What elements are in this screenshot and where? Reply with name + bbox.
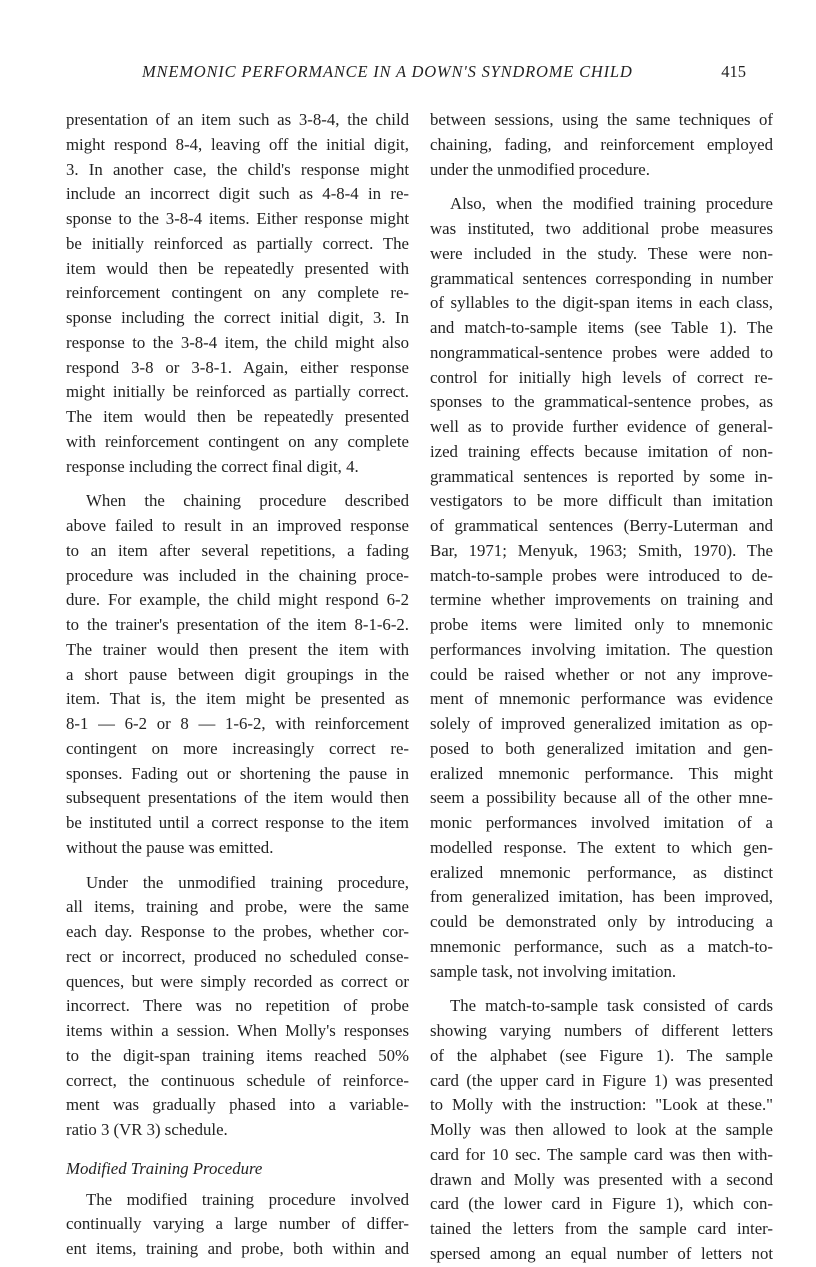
text-line: mnemonic performance, such as a match-to- <box>430 936 773 956</box>
text-line: without the pause was emitted. <box>66 837 274 857</box>
text-line: drawn and Molly was presented with a second <box>430 1169 773 1189</box>
text-line: well as to provide further evidence of general- <box>430 417 773 436</box>
text-line: include an incorrect digit such as 4-8-4 in re- <box>66 184 409 204</box>
page-header <box>66 62 746 86</box>
text-line: response to the 3-8-4 item, the child might also <box>66 332 409 352</box>
text-line: each day. Response to the probes, whether cor- <box>66 922 409 941</box>
text-line: be instituted until a correct response to the item <box>66 813 409 832</box>
text-line: to the digit-span training items reached 50% <box>66 1045 409 1065</box>
text-line: showing varying numbers of different letters <box>430 1021 773 1040</box>
text-line: to an item after several repetitions, a fading <box>66 540 409 560</box>
text-line: all items, training and probe, were the same <box>66 897 409 917</box>
paragraph <box>66 1188 409 1262</box>
text-line: sponses to the grammatical-sentence probes, as <box>430 392 773 412</box>
text-line: a short pause between digit groupings in the <box>66 664 409 684</box>
text-line: chaining, fading, and reinforcement employed <box>430 134 773 154</box>
right-column <box>430 108 773 1267</box>
text-line: tained the letters from the sample card inter- <box>430 1219 773 1238</box>
text-line: respond 3-8 or 3-8-1. Again, either response <box>66 357 409 377</box>
text-line: between sessions, using the same techniques of <box>430 110 773 129</box>
text-line: termine whether improvements on training and <box>430 590 773 610</box>
text-line: The modified training procedure involved <box>86 1189 409 1209</box>
text-line: posed to both generalized imitation and gen- <box>430 738 773 758</box>
text-line: vestigators to be more difficult than imitation <box>430 491 773 511</box>
running-title: MNEMONIC PERFORMANCE IN A DOWN'S SYNDROME CHILD <box>142 62 633 81</box>
text-line: The item would then be repeatedly presented <box>66 407 409 426</box>
text-line: and match-to-sample items (see Table 1). The <box>430 318 773 337</box>
text-line: dure. For example, the child might respond 6-2 <box>66 590 409 610</box>
text-line: of grammatical sentences (Berry-Luterman and <box>430 516 773 535</box>
text-line: ment of mnemonic performance was evidence <box>430 689 773 709</box>
paragraph <box>430 108 773 182</box>
text-line: eralized mnemonic performance. This might <box>430 763 773 783</box>
text-line: to the trainer's presentation of the item 8-1-6-2. <box>66 615 409 634</box>
text-line: eralized mnemonic performance, as distinct <box>430 862 773 882</box>
text-line: of the alphabet (see Figure 1). The sample <box>430 1045 773 1065</box>
paragraph <box>66 871 409 1143</box>
text-line: Bar, 1971; Menyuk, 1963; Smith, 1970). The <box>430 540 773 560</box>
text-line: 3. In another case, the child's response might <box>66 159 409 179</box>
text-line: Also, when the modified training procedure <box>450 194 773 214</box>
left-column <box>66 108 409 1262</box>
text-line: sponses. Fading out or shortening the pause in <box>66 763 409 783</box>
text-line: presentation of an item such as 3-8-4, the child <box>66 110 409 129</box>
text-line: card (the lower card in Figure 1), which con- <box>430 1194 773 1214</box>
text-line: incorrect. There was no repetition of probe <box>66 996 409 1016</box>
text-line: grammatical sentences is reported by some in- <box>430 466 773 486</box>
text-line: control for initially high levels of correct re- <box>430 367 773 387</box>
text-line: might respond 8-4, leaving off the initial digit, <box>66 134 409 154</box>
text-line: contingent on more increasingly correct re- <box>66 738 409 758</box>
text-line: sponse to the 3-8-4 items. Either response might <box>66 209 409 228</box>
text-line: Under the unmodified training procedure, <box>86 872 409 892</box>
text-line: monic performances involved imitation of a <box>430 813 773 832</box>
page-number: 415 <box>721 62 746 81</box>
text-line: item would then be repeatedly presented with <box>66 258 409 278</box>
text-line: performances involving imitation. The question <box>430 639 773 659</box>
text-line: 8-1 — 6-2 or 8 — 1-6-2, with reinforcement <box>66 714 409 733</box>
text-line: item. That is, the item might be presented as <box>66 689 409 709</box>
text-line: was instituted, two additional probe measures <box>430 219 773 238</box>
text-line: ized training effects because imitation of non- <box>430 441 773 461</box>
text-line: Molly was then allowed to look at the sample <box>430 1120 773 1139</box>
text-line: The trainer would then present the item with <box>66 639 409 659</box>
text-line: procedure was included in the chaining proce- <box>66 565 409 585</box>
text-line: solely of improved generalized imitation as op- <box>430 714 773 733</box>
text-line: card (the upper card in Figure 1) was presented <box>430 1070 773 1090</box>
text-line: card for 10 sec. The sample card was then with- <box>430 1144 773 1164</box>
paragraph <box>430 994 773 1266</box>
paragraph <box>430 192 773 984</box>
text-line: items within a session. When Molly's responses <box>66 1021 409 1040</box>
text-line: could be raised whether or not any improve- <box>430 664 773 684</box>
text-line: modelled response. The extent to which gen- <box>430 837 773 857</box>
text-line: sample task, not involving imitation. <box>430 961 677 981</box>
text-line: When the chaining procedure described <box>86 491 409 511</box>
text-line: to Molly with the instruction: "Look at these." <box>430 1095 773 1115</box>
text-line: quences, but were simply recorded as correct or <box>66 971 409 991</box>
text-line: nongrammatical-sentence probes were added to <box>430 342 773 362</box>
text-line: seem a possibility because all of the other mne- <box>430 788 773 808</box>
text-line: The match-to-sample task consisted of cards <box>450 996 773 1016</box>
text-line: subsequent presentations of the item would then <box>66 788 409 808</box>
text-line: probe items were limited only to mnemonic <box>430 615 773 634</box>
text-line: continually varying a large number of differ- <box>66 1214 409 1234</box>
text-line: of syllables to the digit-span items in each class, <box>430 293 773 313</box>
text-line: be initially reinforced as partially correct. The <box>66 233 409 253</box>
text-line: correct, the continuous schedule of reinforce- <box>66 1070 409 1090</box>
text-line: from generalized imitation, has been improved, <box>430 887 773 907</box>
text-line: might initially be reinforced as partially correct. <box>66 382 409 402</box>
paragraph <box>66 108 409 479</box>
text-line: ent items, training and probe, both within and <box>66 1239 409 1258</box>
text-line: sponse including the correct initial digit, 3. In <box>66 308 409 327</box>
text-line: reinforcement contingent on any complete re- <box>66 283 409 303</box>
text-line: with reinforcement contingent on any complete <box>66 431 409 451</box>
text-line: grammatical sentences corresponding in number <box>430 268 773 288</box>
text-line: ment was gradually phased into a variable- <box>66 1095 409 1115</box>
text-line: could be demonstrated only by introducing a <box>430 912 773 931</box>
text-line: match-to-sample probes were introduced to de- <box>430 565 773 585</box>
text-line: spersed among an equal number of letters not <box>430 1243 773 1263</box>
text-line: under the unmodified procedure. <box>430 159 650 179</box>
text-line: were included in the study. These were non- <box>430 243 773 263</box>
text-line: response including the correct final digit, 4. <box>66 456 359 476</box>
text-line: rect or incorrect, produced no scheduled conse- <box>66 946 409 966</box>
text-line: ratio 3 (VR 3) schedule. <box>66 1120 228 1139</box>
paragraph <box>66 489 409 860</box>
section-subheading: Modified Training Procedure <box>66 1158 263 1178</box>
text-line: above failed to result in an improved response <box>66 516 409 535</box>
